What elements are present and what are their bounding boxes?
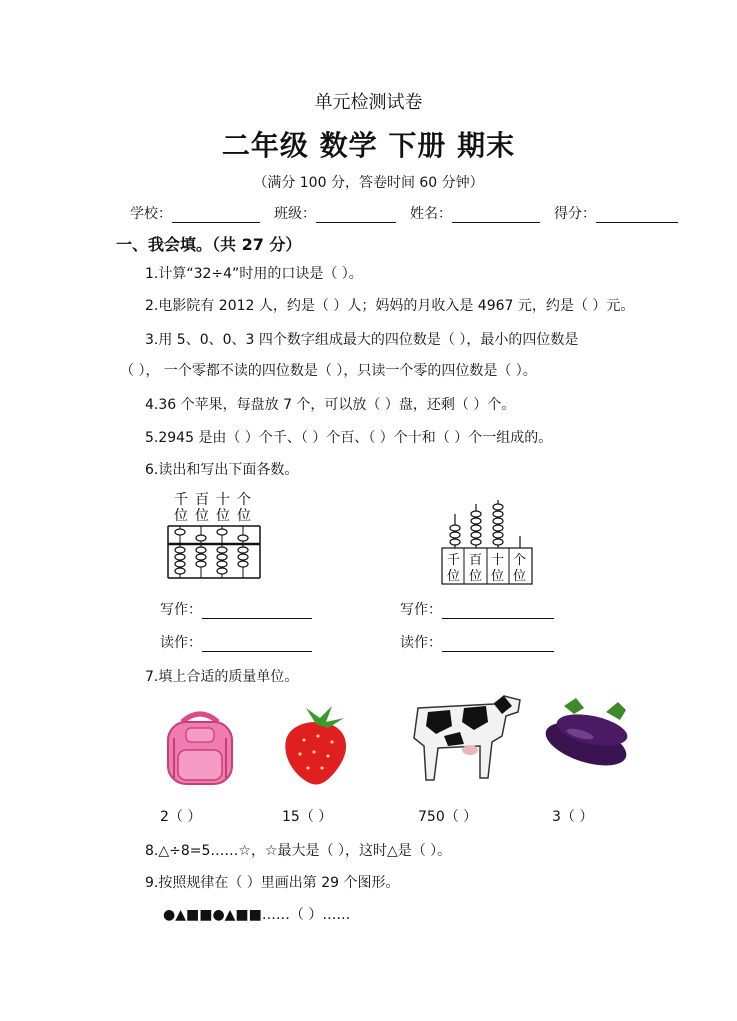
abacus-left-label-qian: 千	[174, 492, 188, 508]
class-label: 班级：	[274, 203, 396, 223]
frame-label-wei-1: 位	[447, 569, 461, 584]
left-read-field[interactable]	[202, 637, 312, 652]
mass-answer-bag: 2（ ）	[160, 809, 202, 825]
question-6: 6.读出和写出下面各数。	[145, 462, 299, 478]
shape-sequence: ●▲■■●▲■■……（ ）……	[163, 907, 351, 923]
right-write-field[interactable]	[442, 604, 554, 619]
abacus-left-label-wei-4: 位	[237, 508, 251, 524]
left-write-field[interactable]	[202, 604, 312, 619]
right-read-field[interactable]	[442, 637, 554, 652]
question-8: 8.△÷8=5……☆，☆最大是（ ），这时△是（ ）。	[145, 843, 452, 859]
frame-label-wei-3: 位	[491, 569, 505, 584]
cow-image	[408, 686, 524, 790]
abacus-left-label-wei-2: 位	[195, 508, 209, 524]
left-write-label: 写作：	[160, 599, 312, 619]
abacus-left-label-shi: 十	[216, 492, 230, 508]
class-field[interactable]	[316, 208, 396, 223]
question-3: 3.用 5、0、0、3 四个数字组成最大的四位数是（ ），最小的四位数是	[145, 332, 579, 348]
left-read-label: 读作：	[160, 632, 312, 652]
name-label: 姓名：	[410, 203, 540, 223]
question-9: 9.按照规律在（ ）里画出第 29 个图形。	[145, 875, 400, 891]
section-heading: 一、我会填。（共 27 分）	[116, 235, 302, 254]
counting-frame-figure	[436, 496, 536, 586]
right-write-label: 写作：	[400, 599, 554, 619]
eggplant-image	[540, 694, 632, 784]
frame-label-ge: 个	[513, 553, 527, 568]
mass-answer-strawberry: 15（ ）	[282, 809, 333, 825]
exam-subtitle: 单元检测试卷	[314, 92, 423, 113]
score-field[interactable]	[596, 208, 678, 223]
abacus-left-label-wei-3: 位	[216, 508, 230, 524]
name-field[interactable]	[452, 208, 540, 223]
question-1: 1.计算“32÷4”时用的口诀是（ ）。	[145, 266, 363, 282]
score-label: 得分：	[554, 203, 678, 223]
frame-label-wei-4: 位	[513, 569, 527, 584]
frame-label-shi: 十	[491, 553, 505, 568]
question-7: 7.填上合适的质量单位。	[145, 669, 299, 685]
backpack-image	[160, 708, 240, 792]
abacus-left-figure	[164, 490, 264, 582]
mass-answer-eggplant: 3（ ）	[552, 809, 594, 825]
abacus-left-label-ge: 个	[237, 492, 251, 508]
abacus-left-label-wei-1: 位	[174, 508, 188, 524]
frame-label-qian: 千	[447, 553, 461, 568]
exam-title: 二年级 数学 下册 期末	[221, 129, 516, 162]
right-read-label: 读作：	[400, 632, 554, 652]
strawberry-image	[276, 706, 356, 792]
question-2: 2.电影院有 2012 人，约是（ ）人；妈妈的月收入是 4967 元，约是（ ）元。	[145, 298, 635, 314]
question-3-cont: （ ）， 一个零都不读的四位数是（ ），只读一个零的四位数是（ ）。	[120, 363, 537, 379]
school-label: 学校：	[130, 203, 260, 223]
frame-label-wei-2: 位	[469, 569, 483, 584]
exam-note: （满分 100 分，答卷时间 60 分钟）	[253, 175, 484, 191]
school-field[interactable]	[172, 208, 260, 223]
question-4: 4.36 个苹果，每盘放 7 个，可以放（ ）盘，还剩（ ）个。	[145, 397, 516, 413]
abacus-left-label-bai: 百	[195, 492, 209, 508]
mass-answer-cow: 750（ ）	[418, 809, 478, 825]
question-5: 5.2945 是由（ ）个千、（ ）个百、（ ）个十和（ ）个一组成的。	[145, 430, 553, 446]
frame-label-bai: 百	[469, 553, 483, 568]
